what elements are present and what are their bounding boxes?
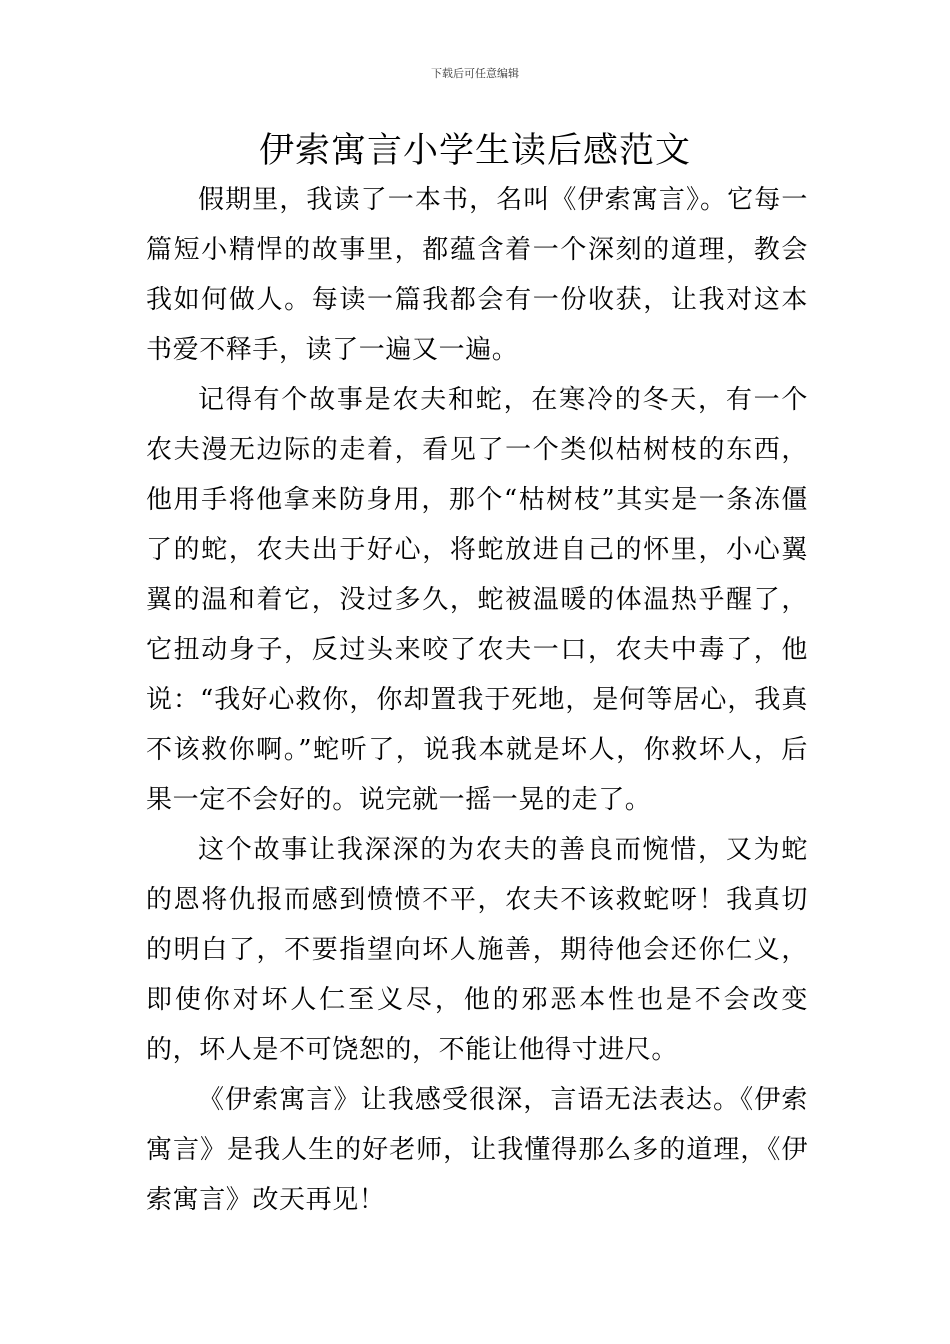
document-title: 伊索寓言小学生读后感范文 xyxy=(258,131,691,171)
paragraph-1: 假期里，我读了一本书，名叫《伊索寓言》。它每一篇短小精悍的故事里，都蕴含着一个深刻的道理，教会我如何做人。每读一篇我都会有一份收获，让我对这本书爱不释手，读了一遍又一遍。 xyxy=(146,185,808,365)
document-body xyxy=(146,175,808,1225)
paragraph-2: 记得有个故事是农夫和蛇，在寒冷的冬天，有一个农夫漫无边际的走着，看见了一个类似枯树枝的东西，他用手将他拿来防身用，那个“枯树枝”其实是一条冻僵了的蛇，农夫出于好心，将蛇放进自己的怀里，小心翼翼的温和着它，没过多久，蛇被温暖的体温热乎醒了，它扭动身子，反过头来咬了农夫一口，农夫中毒了，他说：“我好心救你，你却置我于死地，是何等居心，我真不该救你啊。”蛇听了，说我本就是坏人，你救坏人，后果一定不会好的。说完就一摇一晃的走了。 xyxy=(146,385,808,815)
paragraph-3: 这个故事让我深深的为农夫的善良而惋惜，又为蛇的恩将仇报而感到愤愤不平，农夫不该救蛇呀！我真切的明白了，不要指望向坏人施善，期待他会还你仁义，即使你对坏人仁至义尽，他的邪恶本性也是不会改变的，坏人是不可饶恕的，不能让他得寸进尺。 xyxy=(146,835,808,1065)
header-note: 下载后可任意编辑 xyxy=(431,67,519,80)
paragraph-4: 《伊索寓言》让我感受很深，言语无法表达。《伊索寓言》是我人生的好老师，让我懂得那么多的道理，《伊索寓言》改天再见！ xyxy=(146,1085,808,1215)
